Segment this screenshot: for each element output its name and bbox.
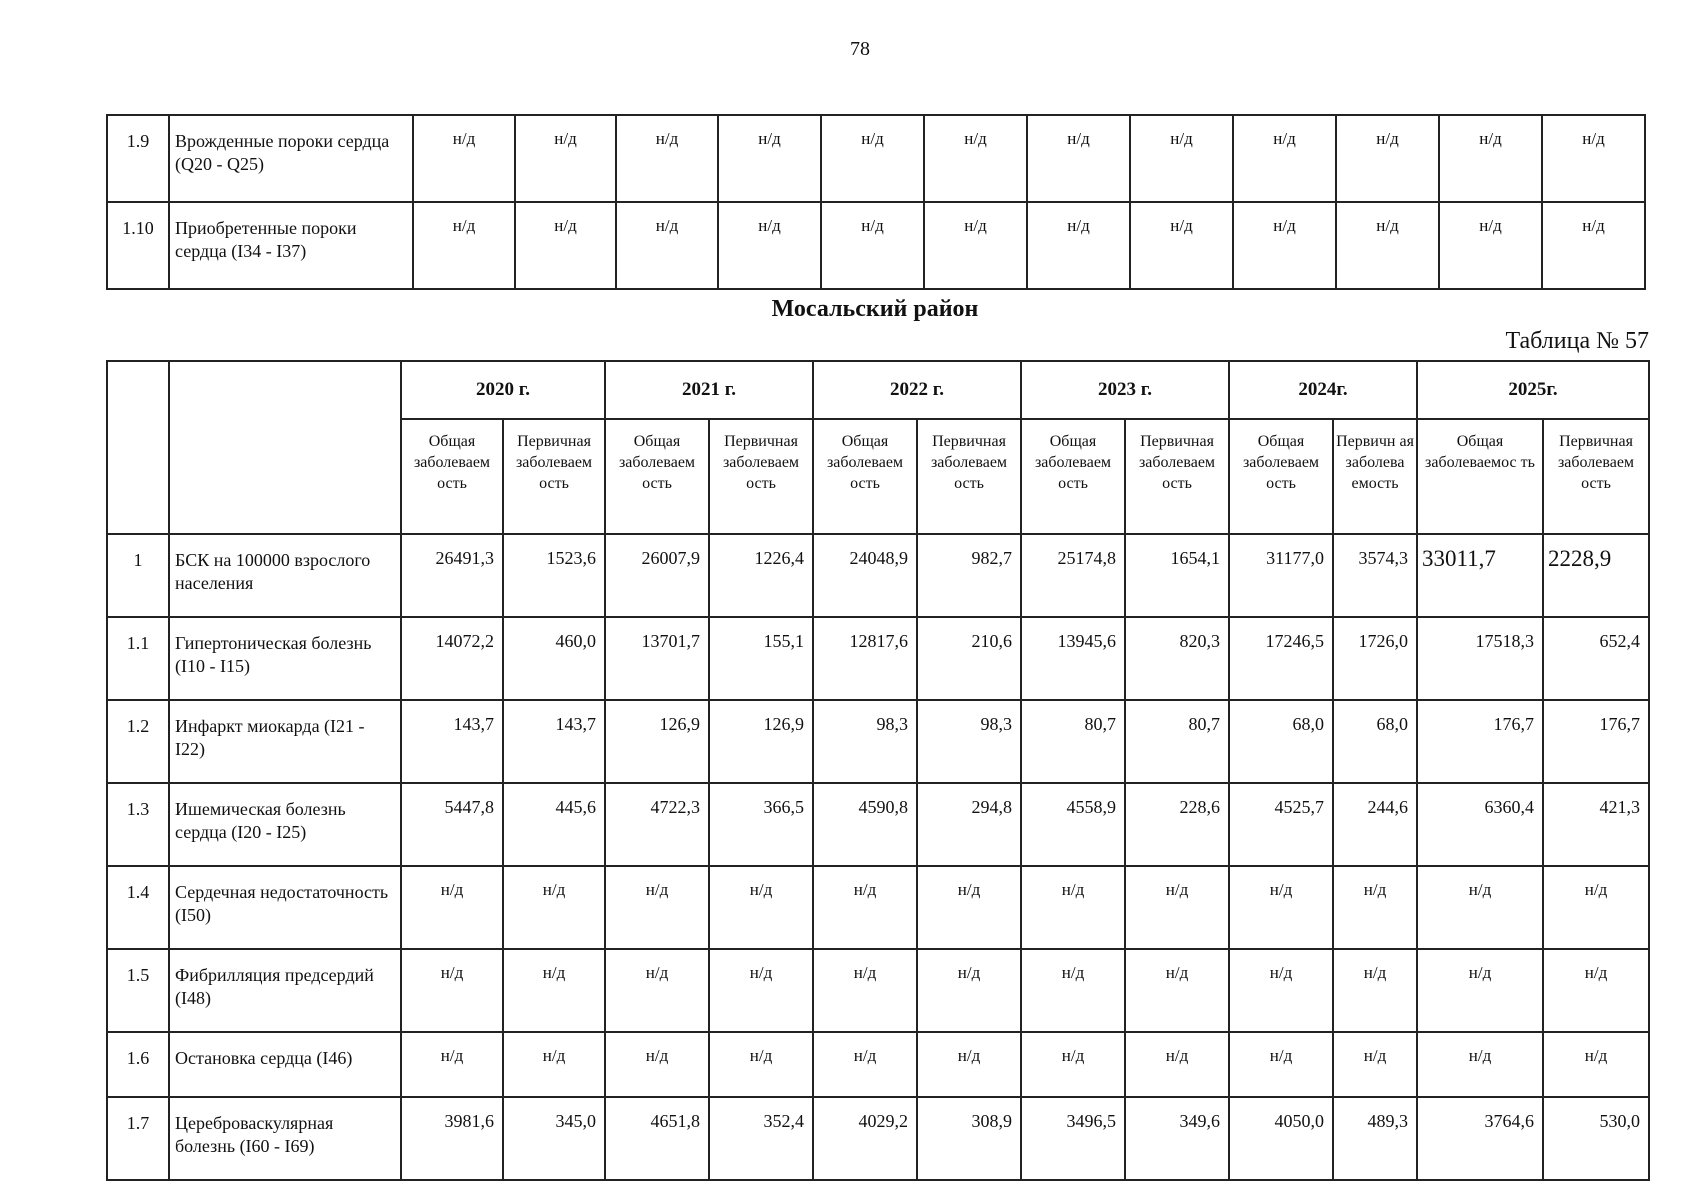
value-cell: 3764,6 <box>1417 1097 1543 1180</box>
value-cell: 460,0 <box>503 617 605 700</box>
value-cell: 26491,3 <box>401 534 503 617</box>
value-cell: 12817,6 <box>813 617 917 700</box>
value-cell: 3981,6 <box>401 1097 503 1180</box>
value-cell: 4050,0 <box>1229 1097 1333 1180</box>
value-cell: н/д <box>1417 949 1543 1032</box>
row-label: Сердечная недостаточность (I50) <box>169 866 401 949</box>
value-cell: н/д <box>503 866 605 949</box>
value-cell: н/д <box>1229 949 1333 1032</box>
value-cell: 126,9 <box>605 700 709 783</box>
value-cell: н/д <box>1417 1032 1543 1097</box>
value-cell: н/д <box>616 202 718 289</box>
value-cell: н/д <box>1130 202 1233 289</box>
value-cell: н/д <box>401 1032 503 1097</box>
value-cell: 349,6 <box>1125 1097 1229 1180</box>
value-cell: 4558,9 <box>1021 783 1125 866</box>
value-cell: н/д <box>821 202 924 289</box>
year-header: 2025г. <box>1417 361 1649 419</box>
row-label: Приобретенные пороки сердца (I34 - I37) <box>169 202 413 289</box>
value-cell: 14072,2 <box>401 617 503 700</box>
value-cell: 68,0 <box>1229 700 1333 783</box>
value-cell: 421,3 <box>1543 783 1649 866</box>
metric-header: Общая заболеваем ость <box>813 419 917 534</box>
data-table <box>106 360 1650 1181</box>
row-number: 1.3 <box>107 783 169 866</box>
value-cell: 352,4 <box>709 1097 813 1180</box>
value-cell: 652,4 <box>1543 617 1649 700</box>
value-cell: 176,7 <box>1417 700 1543 783</box>
value-cell: 228,6 <box>1125 783 1229 866</box>
value-cell: н/д <box>1439 115 1542 202</box>
row-number: 1.6 <box>107 1032 169 1097</box>
value-cell: 4651,8 <box>605 1097 709 1180</box>
value-cell: н/д <box>1021 1032 1125 1097</box>
row-number: 1.10 <box>107 202 169 289</box>
value-cell: 4722,3 <box>605 783 709 866</box>
header-name-cell <box>169 361 401 534</box>
value-cell: 244,6 <box>1333 783 1417 866</box>
row-label: Гипертоническая болезнь (I10 - I15) <box>169 617 401 700</box>
value-cell: 25174,8 <box>1021 534 1125 617</box>
value-cell: н/д <box>1125 949 1229 1032</box>
value-cell: 126,9 <box>709 700 813 783</box>
value-cell: 1226,4 <box>709 534 813 617</box>
value-cell: н/д <box>709 866 813 949</box>
table-row <box>107 115 1645 202</box>
year-header: 2023 г. <box>1021 361 1229 419</box>
value-cell: 1523,6 <box>503 534 605 617</box>
value-cell: н/д <box>924 115 1027 202</box>
value-cell: н/д <box>1021 866 1125 949</box>
value-cell: 308,9 <box>917 1097 1021 1180</box>
value-cell: н/д <box>401 866 503 949</box>
continued-table <box>106 114 1646 290</box>
value-cell: н/д <box>1333 1032 1417 1097</box>
value-cell: н/д <box>616 115 718 202</box>
value-cell: 366,5 <box>709 783 813 866</box>
value-cell: 31177,0 <box>1229 534 1333 617</box>
metric-header: Общая заболеваем ость <box>401 419 503 534</box>
value-cell: 17518,3 <box>1417 617 1543 700</box>
value-cell: н/д <box>1543 866 1649 949</box>
year-header: 2022 г. <box>813 361 1021 419</box>
value-cell: н/д <box>1333 949 1417 1032</box>
value-cell: н/д <box>1333 866 1417 949</box>
value-cell: 26007,9 <box>605 534 709 617</box>
value-cell: н/д <box>709 1032 813 1097</box>
value-cell: 80,7 <box>1125 700 1229 783</box>
table-row <box>107 1097 1649 1180</box>
value-cell: 68,0 <box>1333 700 1417 783</box>
value-cell: н/д <box>917 866 1021 949</box>
metric-header: Общая заболеваемос ть <box>1417 419 1543 534</box>
value-cell: 5447,8 <box>401 783 503 866</box>
value-cell: н/д <box>718 202 821 289</box>
value-cell: н/д <box>1125 1032 1229 1097</box>
value-cell: н/д <box>821 115 924 202</box>
row-label: Врожденные пороки сердца (Q20 - Q25) <box>169 115 413 202</box>
value-cell: н/д <box>1417 866 1543 949</box>
value-cell: 2228,9 <box>1543 534 1649 617</box>
metric-header: Общая заболеваем ость <box>605 419 709 534</box>
value-cell: н/д <box>1542 202 1645 289</box>
row-number: 1.9 <box>107 115 169 202</box>
value-cell: н/д <box>917 1032 1021 1097</box>
value-cell: н/д <box>1027 202 1130 289</box>
value-cell: н/д <box>503 949 605 1032</box>
header-num-cell <box>107 361 169 534</box>
metric-header: Первичная заболеваем ость <box>1543 419 1649 534</box>
metric-header: Первичная заболеваем ость <box>1125 419 1229 534</box>
value-cell: н/д <box>1439 202 1542 289</box>
district-title: Мосальский район <box>771 296 979 322</box>
value-cell: 3574,3 <box>1333 534 1417 617</box>
value-cell: н/д <box>1336 115 1439 202</box>
value-cell: 820,3 <box>1125 617 1229 700</box>
value-cell: н/д <box>917 949 1021 1032</box>
value-cell: н/д <box>813 866 917 949</box>
table-row <box>107 949 1649 1032</box>
value-cell: н/д <box>515 115 616 202</box>
value-cell: н/д <box>1542 115 1645 202</box>
value-cell: н/д <box>1543 1032 1649 1097</box>
value-cell: н/д <box>1543 949 1649 1032</box>
value-cell: 530,0 <box>1543 1097 1649 1180</box>
year-header: 2021 г. <box>605 361 813 419</box>
table-row <box>107 866 1649 949</box>
year-header: 2020 г. <box>401 361 605 419</box>
value-cell: н/д <box>718 115 821 202</box>
value-cell: н/д <box>709 949 813 1032</box>
row-number: 1.7 <box>107 1097 169 1180</box>
row-label: Фибрилляция предсердий (I48) <box>169 949 401 1032</box>
row-label: БСК на 100000 взрослого населения <box>169 534 401 617</box>
value-cell: н/д <box>1233 202 1336 289</box>
value-cell: 4525,7 <box>1229 783 1333 866</box>
value-cell: н/д <box>605 949 709 1032</box>
value-cell: н/д <box>813 1032 917 1097</box>
value-cell: 98,3 <box>813 700 917 783</box>
value-cell: 982,7 <box>917 534 1021 617</box>
page-number: 78 <box>850 38 870 60</box>
value-cell: н/д <box>1229 1032 1333 1097</box>
value-cell: н/д <box>1027 115 1130 202</box>
metric-header: Первичн ая заболева емость <box>1333 419 1417 534</box>
value-cell: н/д <box>1233 115 1336 202</box>
row-number: 1.4 <box>107 866 169 949</box>
value-cell: 143,7 <box>503 700 605 783</box>
value-cell: н/д <box>1229 866 1333 949</box>
value-cell: 1726,0 <box>1333 617 1417 700</box>
year-header: 2024г. <box>1229 361 1417 419</box>
table-row <box>107 534 1649 617</box>
value-cell: н/д <box>413 202 515 289</box>
table-label: Таблица № 57 <box>1505 328 1649 354</box>
value-cell: 489,3 <box>1333 1097 1417 1180</box>
row-label: Ишемическая болезнь сердца (I20 - I25) <box>169 783 401 866</box>
value-cell: 80,7 <box>1021 700 1125 783</box>
value-cell: н/д <box>1021 949 1125 1032</box>
value-cell: 4590,8 <box>813 783 917 866</box>
value-cell: н/д <box>401 949 503 1032</box>
value-cell: н/д <box>413 115 515 202</box>
table-row <box>107 202 1645 289</box>
value-cell: 294,8 <box>917 783 1021 866</box>
metric-header: Общая заболеваем ость <box>1021 419 1125 534</box>
metric-header: Общая заболеваем ость <box>1229 419 1333 534</box>
value-cell: н/д <box>605 866 709 949</box>
value-cell: 17246,5 <box>1229 617 1333 700</box>
row-label: Инфаркт миокарда (I21 - I22) <box>169 700 401 783</box>
value-cell: 98,3 <box>917 700 1021 783</box>
row-label: Остановка сердца (I46) <box>169 1032 401 1097</box>
value-cell: 13701,7 <box>605 617 709 700</box>
table-row <box>107 617 1649 700</box>
value-cell: 3496,5 <box>1021 1097 1125 1180</box>
value-cell: 143,7 <box>401 700 503 783</box>
table-row <box>107 1032 1649 1097</box>
row-number: 1.2 <box>107 700 169 783</box>
value-cell: н/д <box>605 1032 709 1097</box>
value-cell: 6360,4 <box>1417 783 1543 866</box>
value-cell: 13945,6 <box>1021 617 1125 700</box>
value-cell: н/д <box>1125 866 1229 949</box>
metric-header: Первичная заболеваем ость <box>709 419 813 534</box>
table-row <box>107 783 1649 866</box>
value-cell: 4029,2 <box>813 1097 917 1180</box>
value-cell: 176,7 <box>1543 700 1649 783</box>
value-cell: 155,1 <box>709 617 813 700</box>
metric-header: Первичная заболеваем ость <box>503 419 605 534</box>
value-cell: н/д <box>1130 115 1233 202</box>
table-row <box>107 700 1649 783</box>
value-cell: н/д <box>503 1032 605 1097</box>
value-cell: 445,6 <box>503 783 605 866</box>
value-cell: 1654,1 <box>1125 534 1229 617</box>
value-cell: 24048,9 <box>813 534 917 617</box>
metric-header: Первичная заболеваем ость <box>917 419 1021 534</box>
value-cell: 210,6 <box>917 617 1021 700</box>
value-cell: н/д <box>924 202 1027 289</box>
value-cell: 33011,7 <box>1417 534 1543 617</box>
row-number: 1.5 <box>107 949 169 1032</box>
value-cell: 345,0 <box>503 1097 605 1180</box>
value-cell: н/д <box>813 949 917 1032</box>
value-cell: н/д <box>1336 202 1439 289</box>
row-number: 1.1 <box>107 617 169 700</box>
value-cell: н/д <box>515 202 616 289</box>
row-number: 1 <box>107 534 169 617</box>
row-label: Цереброваскулярная болезнь (I60 - I69) <box>169 1097 401 1180</box>
